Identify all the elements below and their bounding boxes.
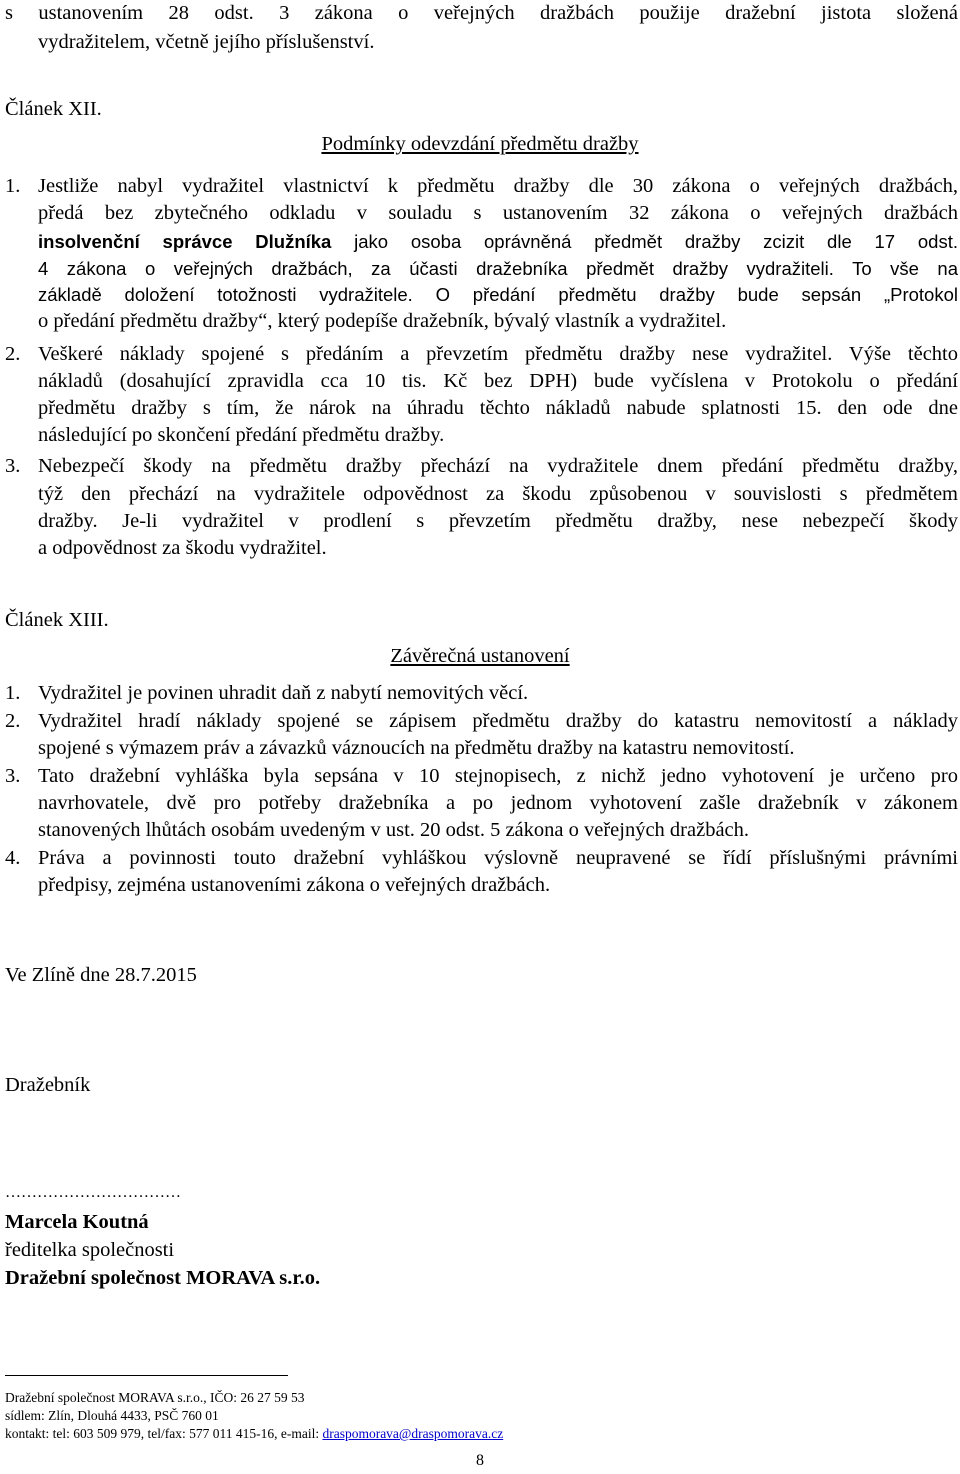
auctioneer-label: Dražebník	[5, 1074, 91, 1096]
paragraph-line: následující po skončení předání předmětu dražby.	[38, 424, 445, 446]
paragraph-line: předmětu dražby s tím, že nárok na úhradu těchto nákladů nabude splatnosti 15. den ode dne	[38, 397, 958, 419]
signature-line: ……………………………	[5, 1184, 181, 1201]
company-name: Dražební společnost MORAVA s.r.o.	[5, 1267, 321, 1289]
paragraph-line: Jestliže nabyl vydražitel vlastnictví k předmětu dražby dle 30 zákona o veřejných dražbách,	[38, 175, 958, 197]
paragraph-line: vydražitelem, včetně jejího příslušenství.	[38, 31, 375, 53]
email-link[interactable]: draspomorava@draspomorava.cz	[322, 1426, 504, 1441]
article-label: Článek XII.	[5, 98, 102, 120]
footer-contact	[5, 1424, 503, 1443]
paragraph-line: 4 zákona o veřejných dražbách, za účasti dražebníka předmět dražby vydražiteli. To vše na	[38, 258, 958, 279]
item-number: 2.	[5, 710, 21, 732]
paragraph-line: Nebezpečí škody na předmětu dražby přechází na vydražitele dnem předání předmětu dražby,	[38, 455, 958, 477]
item-number: 1.	[5, 682, 21, 704]
paragraph-line: předpisy, zejména ustanoveními zákona o veřejných dražbách.	[38, 874, 551, 896]
paragraph-line: Vydražitel hradí náklady spojené se zápisem předmětu dražby do katastru nemovitostí a náklady	[38, 710, 958, 732]
signatory-position: ředitelka společnosti	[5, 1239, 175, 1261]
paragraph-line-rest: jako osoba oprávněná předmět dražby zcizit dle 17 odst.	[331, 231, 958, 252]
paragraph-line: Práva a povinnosti touto dražební vyhláškou výslovně neupravené se řídí příslušnými právními	[38, 847, 958, 869]
paragraph-line: spojené s výmazem práv a závazků váznoucích na předmětu dražby na katastru nemovitostí.	[38, 737, 795, 759]
paragraph-line: Veškeré náklady spojené s předáním a převzetím předmětu dražby nese vydražitel. Výše těchto	[38, 343, 958, 365]
paragraph-line: základě doložení totožnosti vydražitele. O předání předmětu dražby bude sepsán „Protokol	[38, 284, 958, 305]
paragraph-line	[38, 228, 958, 255]
paragraph-line: stanovených lhůtách osobám uvedeným v ust. 20 odst. 5 zákona o veřejných dražbách.	[38, 819, 750, 841]
item-number: 4.	[5, 847, 21, 869]
paragraph-line: Vydražitel je povinen uhradit daň z nabytí nemovitých věcí.	[38, 682, 529, 704]
footer-address: sídlem: Zlín, Dlouhá 4433, PSČ 760 01	[5, 1408, 219, 1423]
footer-company: Dražební společnost MORAVA s.r.o., IČO: 26 27 59 53	[5, 1390, 305, 1405]
paragraph-line: týž den přechází na vydražitele odpovědnost za škodu způsobenou v souvislosti s předmětem	[38, 483, 958, 505]
signatory-name: Marcela Koutná	[5, 1211, 149, 1233]
place-date: Ve Zlíně dne 28.7.2015	[5, 964, 197, 986]
paragraph-line: a odpovědnost za škodu vydražitel.	[38, 537, 327, 559]
article-label: Článek XIII.	[5, 609, 109, 631]
debtor-administrator-bold: insolvenční správce Dlužníka	[38, 231, 332, 252]
footer-contact-text: kontakt: tel: 603 509 979, tel/fax: 577 011 415-16, e-mail:	[5, 1426, 323, 1441]
item-number: 2.	[5, 343, 21, 365]
footer-divider	[5, 1375, 288, 1376]
article-title: Závěrečná ustanovení	[390, 645, 570, 667]
paragraph-line: Tato dražební vyhláška byla sepsána v 10 stejnopisech, z nichž jedno vyhotovení je určeno pro	[38, 765, 958, 787]
paragraph-line: navrhovatele, dvě pro potřeby dražebníka a po jednom vyhotovení zašle dražebník v zákonem	[38, 792, 958, 814]
paragraph-line: o předání předmětu dražby“, který podepíše dražebník, bývalý vlastník a vydražitel.	[38, 310, 727, 332]
article-title: Podmínky odevzdání předmětu dražby	[321, 133, 639, 155]
paragraph-line: předá bez zbytečného odkladu v souladu s ustanovením 32 zákona o veřejných dražbách	[38, 202, 958, 224]
paragraph-line: nákladů (dosahující zpravidla cca 10 tis. Kč bez DPH) bude vyčíslena v Protokolu o předání	[38, 370, 958, 392]
page-number: 8	[476, 1452, 484, 1469]
paragraph-line: dražby. Je-li vydražitel v prodlení s převzetím předmětu dražby, nese nebezpečí škody	[38, 510, 958, 532]
item-number: 3.	[5, 765, 21, 787]
paragraph-line: s ustanovením 28 odst. 3 zákona o veřejných dražbách použije dražební jistota složená	[5, 2, 958, 24]
item-number: 3.	[5, 455, 21, 477]
item-number: 1.	[5, 175, 21, 197]
